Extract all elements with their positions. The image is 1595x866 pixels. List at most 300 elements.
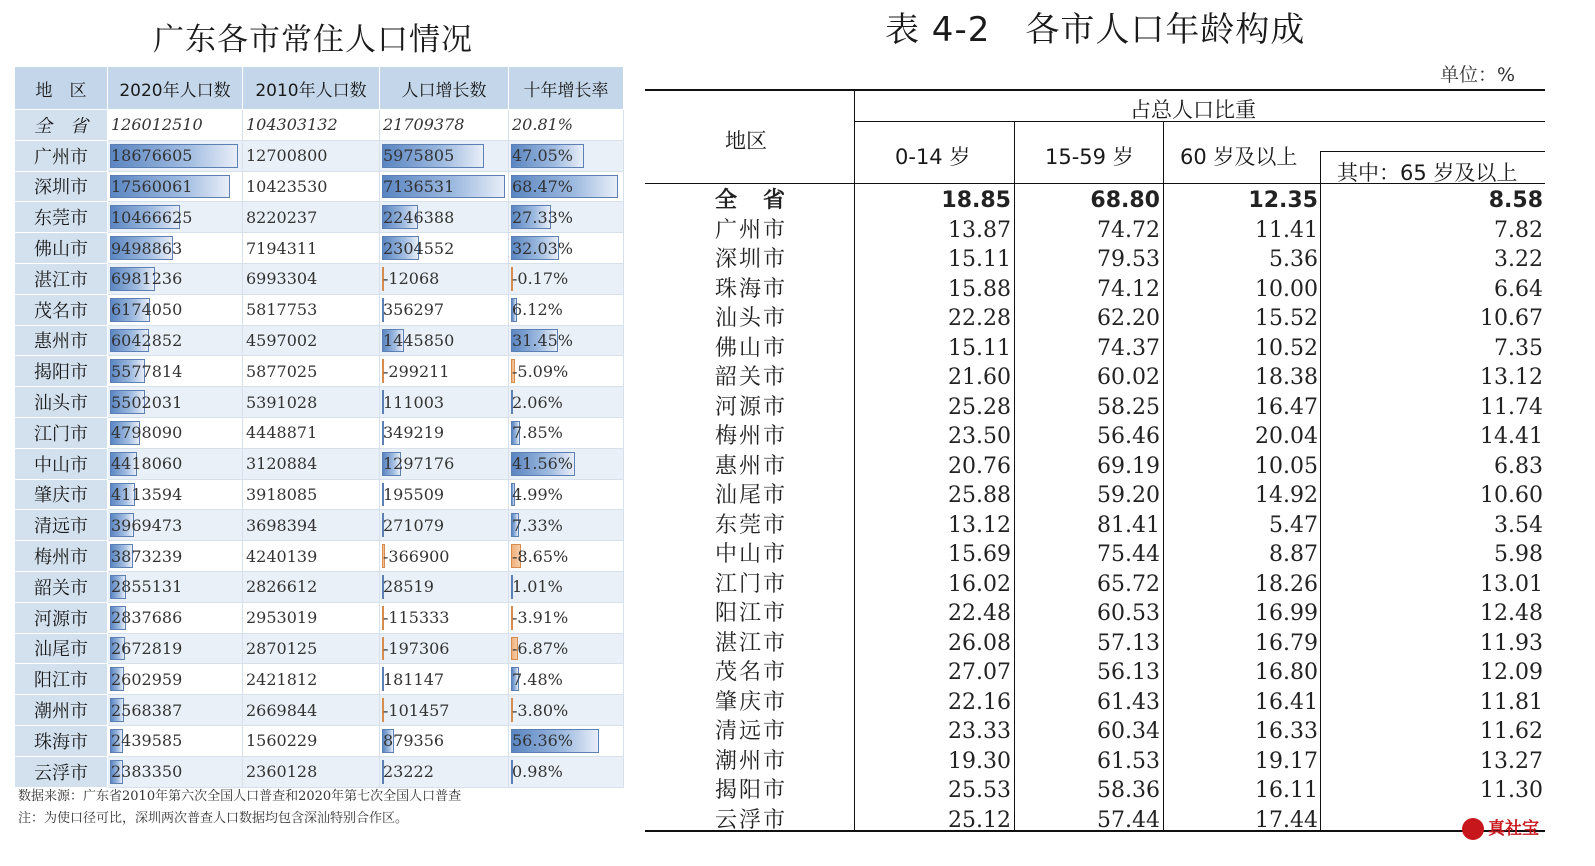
cell-value: 11.93 (1480, 630, 1543, 656)
age-table-unit: 单位：% (1440, 64, 1516, 86)
cell-value: 2304552 (383, 238, 455, 258)
cell-pop2010 (243, 387, 380, 418)
cell-pop2010 (243, 110, 380, 141)
row-region: 全 省 (15, 110, 108, 141)
cell-value: 12.09 (1480, 660, 1543, 685)
cell-value: 13.12 (1480, 365, 1543, 390)
cell-pop2020 (108, 510, 243, 541)
cell-value: -3.91% (512, 608, 569, 628)
cell-rate (509, 263, 624, 294)
cell-value: -101457 (383, 700, 450, 720)
header-group: 占总人口比重 (1130, 98, 1256, 122)
cell-pop2020 (108, 294, 243, 325)
cell-value: 23.50 (948, 424, 1011, 449)
age-table-title: 表 4-2 各市人口年龄构成 (885, 10, 1306, 50)
row-region: 佛山市 (715, 335, 788, 361)
cell-pop2020 (108, 448, 243, 479)
cell-growth (380, 571, 509, 602)
cell-rate (509, 602, 624, 633)
cell-value: 2837686 (111, 608, 183, 628)
cell-value: 10423530 (246, 176, 328, 196)
age-table-row (645, 216, 1545, 246)
age-table-row (645, 629, 1545, 659)
cell-pop2020 (108, 633, 243, 664)
age-table-row (645, 334, 1545, 364)
cell-value: 16.02 (948, 571, 1011, 597)
row-region: 东莞市 (15, 202, 108, 233)
cell-value: 16.33 (1255, 719, 1318, 744)
cell-value: 23222 (383, 762, 434, 782)
population-table-row (15, 356, 624, 387)
cell-growth (380, 263, 509, 294)
cell-rate (509, 633, 624, 664)
cell-value: 14.92 (1255, 483, 1318, 508)
cell-value: 60.02 (1097, 365, 1160, 390)
cell-growth (380, 541, 509, 572)
cell-value: 18676605 (111, 146, 193, 166)
cell-value: 104303132 (246, 115, 338, 135)
cell-value: 21.60 (948, 365, 1011, 390)
cell-value: 19.17 (1255, 748, 1318, 774)
header-growth: 人口增长数 (380, 67, 509, 110)
cell-value: 20.81% (512, 115, 574, 135)
age-table-row (645, 304, 1545, 334)
row-region: 茂名市 (15, 294, 108, 325)
cell-value: 4798090 (111, 423, 183, 443)
cell-value: 15.52 (1255, 306, 1318, 331)
cell-value: 1297176 (383, 454, 455, 474)
row-region: 深圳市 (15, 171, 108, 202)
cell-value: 2421812 (246, 669, 318, 689)
population-table-row (15, 695, 624, 726)
cell-value: 8220237 (246, 207, 318, 227)
cell-value: 17.44 (1255, 807, 1318, 833)
cell-growth (380, 171, 509, 202)
watermark-logo (1462, 814, 1539, 840)
row-region: 云浮市 (715, 807, 788, 833)
cell-value: -8.65% (512, 546, 569, 566)
cell-value: 7194311 (246, 238, 318, 258)
cell-pop2020 (108, 325, 243, 356)
cell-pop2020 (108, 479, 243, 510)
cell-value: -299211 (383, 361, 450, 381)
cell-value: 1.01% (512, 577, 563, 597)
row-region: 全 省 (715, 188, 788, 213)
cell-pop2010 (243, 756, 380, 787)
population-table-row (15, 510, 624, 541)
age-table-row (645, 688, 1545, 718)
left-notes (18, 786, 461, 830)
cell-value: 23.33 (948, 719, 1011, 744)
row-region: 江门市 (715, 571, 788, 597)
cell-value: 20.04 (1255, 424, 1318, 449)
row-region: 潮州市 (15, 695, 108, 726)
cell-value: 2602959 (111, 669, 183, 689)
cell-pop2020 (108, 602, 243, 633)
cell-value: 11.41 (1255, 217, 1318, 243)
cell-growth (380, 756, 509, 787)
population-table-row (15, 233, 624, 264)
cell-growth (380, 417, 509, 448)
cell-value: 25.88 (948, 483, 1011, 508)
cell-value: 4418060 (111, 454, 183, 474)
population-table-row (15, 417, 624, 448)
cell-value: 11.81 (1480, 689, 1543, 715)
cell-rate (509, 664, 624, 695)
age-table-row (645, 481, 1545, 511)
row-region: 深圳市 (715, 247, 788, 272)
cell-value: 9498863 (111, 238, 183, 258)
cell-value: -197306 (383, 638, 450, 658)
cell-value: 13.87 (948, 217, 1011, 243)
cell-growth (380, 602, 509, 633)
cell-value: 31.45% (512, 330, 574, 350)
cell-value: 18.85 (941, 188, 1011, 213)
row-region: 湛江市 (15, 263, 108, 294)
cell-rate (509, 202, 624, 233)
cell-pop2020 (108, 571, 243, 602)
cell-value: 181147 (383, 669, 445, 689)
cell-value: 2568387 (111, 700, 183, 720)
row-region: 肇庆市 (715, 689, 788, 715)
cell-value: 2669844 (246, 700, 318, 720)
cell-value: 56.13 (1097, 660, 1160, 685)
cell-value: 879356 (383, 731, 445, 751)
row-region: 惠州市 (15, 325, 108, 356)
cell-value: 56.36% (512, 731, 574, 751)
cell-growth (380, 202, 509, 233)
cell-value: -5.09% (512, 361, 569, 381)
cell-value: 3969473 (111, 515, 183, 535)
cell-value: 2439585 (111, 731, 183, 751)
cell-value: 5577814 (111, 361, 183, 381)
row-region: 阳江市 (15, 664, 108, 695)
row-region: 梅州市 (715, 424, 788, 449)
cell-value: 15.11 (948, 335, 1011, 361)
cell-value: 8.87 (1269, 542, 1318, 567)
cell-value: 17560061 (111, 176, 193, 196)
cell-value: 3.22 (1494, 247, 1543, 272)
cell-value: 5.98 (1494, 542, 1543, 567)
cell-value: 2.06% (512, 392, 563, 412)
cell-value: 7.33% (512, 515, 563, 535)
cell-value: -366900 (383, 546, 450, 566)
cell-pop2020 (108, 233, 243, 264)
population-table-row (15, 571, 624, 602)
age-table-row (645, 393, 1545, 423)
header-age-15-59: 15-59 岁 (1045, 145, 1134, 169)
cell-value: 2672819 (111, 638, 183, 658)
cell-value: 28519 (383, 577, 434, 597)
top-rule (645, 89, 1545, 91)
watermark-icon (1462, 818, 1484, 840)
cell-value: 12700800 (246, 146, 328, 166)
cell-value: 60.53 (1097, 601, 1160, 626)
row-region: 汕尾市 (15, 633, 108, 664)
cell-pop2010 (243, 294, 380, 325)
row-region: 汕头市 (15, 387, 108, 418)
cell-value: 18.38 (1255, 365, 1318, 390)
age-table-row (645, 658, 1545, 688)
cell-value: 3120884 (246, 454, 318, 474)
cell-value: 56.46 (1097, 424, 1160, 449)
cell-rate (509, 140, 624, 171)
cell-value: 15.69 (948, 542, 1011, 567)
cell-value: 6.83 (1494, 453, 1543, 479)
cell-pop2020 (108, 664, 243, 695)
cell-value: 68.80 (1090, 188, 1160, 213)
cell-rate (509, 725, 624, 756)
cell-value: 6174050 (111, 300, 183, 320)
population-table-row (15, 725, 624, 756)
cell-value: 10.52 (1255, 335, 1318, 361)
watermark-text: 真社宝 (1488, 819, 1539, 839)
row-region: 广州市 (15, 140, 108, 171)
cell-pop2020 (108, 541, 243, 572)
cell-rate (509, 479, 624, 510)
cell-growth (380, 356, 509, 387)
cell-value: 32.03% (512, 238, 574, 258)
cell-pop2020 (108, 140, 243, 171)
cell-pop2010 (243, 510, 380, 541)
cell-value: 47.05% (512, 146, 574, 166)
cell-value: 10.67 (1480, 306, 1543, 331)
age-table-row (645, 422, 1545, 452)
cell-pop2020 (108, 756, 243, 787)
row-region: 梅州市 (15, 541, 108, 572)
cell-value: 126012510 (111, 115, 203, 135)
footnote: 注：为使口径可比，深圳两次普查人口数据均包含深汕特别合作区。 (18, 811, 409, 826)
cell-pop2010 (243, 602, 380, 633)
population-table-header (15, 67, 624, 110)
cell-pop2010 (243, 695, 380, 726)
population-table-row (15, 325, 624, 356)
cell-pop2010 (243, 541, 380, 572)
row-region: 中山市 (15, 448, 108, 479)
cell-pop2010 (243, 448, 380, 479)
cell-value: 11.30 (1480, 778, 1543, 803)
age-table-row (645, 717, 1545, 747)
cell-growth (380, 233, 509, 264)
cell-value: 7.85% (512, 423, 563, 443)
cell-value: 1445850 (383, 330, 455, 350)
cell-value: 18.26 (1255, 571, 1318, 597)
row-region: 汕头市 (715, 306, 788, 331)
cell-value: 12.48 (1480, 601, 1543, 626)
header-pop2010: 2010年人口数 (243, 67, 380, 110)
population-table-row (15, 140, 624, 171)
cell-value: 5.36 (1269, 247, 1318, 272)
age-table-row (645, 806, 1545, 836)
row-region: 河源市 (715, 394, 788, 420)
cell-value: 6.12% (512, 300, 563, 320)
cell-value: 6981236 (111, 269, 183, 289)
age-table-row (645, 363, 1545, 393)
cell-pop2020 (108, 356, 243, 387)
cell-value: 81.41 (1097, 512, 1160, 538)
cell-rate (509, 417, 624, 448)
cell-value: 7136531 (383, 176, 455, 196)
row-region: 中山市 (715, 542, 788, 567)
population-table-row (15, 541, 624, 572)
age-table-row (645, 511, 1545, 541)
cell-value: 4.99% (512, 484, 563, 504)
cell-value: -6.87% (512, 638, 569, 658)
row-region: 清远市 (15, 510, 108, 541)
row-region: 汕尾市 (715, 483, 788, 508)
cell-pop2020 (108, 171, 243, 202)
cell-rate (509, 756, 624, 787)
header-pop2020: 2020年人口数 (108, 67, 243, 110)
cell-value: 6042852 (111, 330, 183, 350)
population-table-row (15, 171, 624, 202)
cell-value: 1560229 (246, 731, 318, 751)
cell-value: 25.53 (948, 778, 1011, 803)
cell-value: 65.72 (1097, 571, 1160, 597)
cell-value: 58.25 (1097, 394, 1160, 420)
cell-value: 41.56% (512, 454, 574, 474)
cell-value: 5877025 (246, 361, 318, 381)
cell-value: 61.53 (1097, 748, 1160, 774)
row-region: 潮州市 (715, 748, 788, 774)
row-region: 阳江市 (715, 601, 788, 626)
age-table-row (645, 776, 1545, 806)
cell-growth (380, 448, 509, 479)
cell-growth (380, 325, 509, 356)
row-region: 肇庆市 (15, 479, 108, 510)
row-region: 韶关市 (15, 571, 108, 602)
cell-pop2010 (243, 479, 380, 510)
row-region: 河源市 (15, 602, 108, 633)
population-table-row (15, 202, 624, 233)
cell-value: 61.43 (1097, 689, 1160, 715)
cell-value: 79.53 (1097, 247, 1160, 272)
row-region: 珠海市 (15, 725, 108, 756)
cell-value: 74.12 (1097, 276, 1160, 302)
cell-rate (509, 448, 624, 479)
cell-pop2010 (243, 356, 380, 387)
cell-value: 3.54 (1494, 512, 1543, 538)
population-table-row (15, 263, 624, 294)
cell-value: 58.36 (1097, 778, 1160, 803)
cell-value: 20.76 (948, 453, 1011, 479)
age-table-row (645, 245, 1545, 275)
cell-value: 60.34 (1097, 719, 1160, 744)
cell-value: 5975805 (383, 146, 455, 166)
cell-value: 3698394 (246, 515, 318, 535)
cell-pop2010 (243, 263, 380, 294)
cell-growth (380, 695, 509, 726)
row-region: 云浮市 (15, 756, 108, 787)
cell-value: 14.41 (1480, 424, 1543, 449)
population-table-row (15, 756, 624, 787)
cell-value: 271079 (383, 515, 445, 535)
cell-value: 75.44 (1097, 542, 1160, 567)
cell-value: 25.12 (948, 807, 1011, 833)
header-region: 地区 (725, 129, 767, 153)
cell-value: 7.82 (1494, 217, 1543, 243)
cell-value: 74.72 (1097, 217, 1160, 243)
cell-value: 11.62 (1480, 719, 1543, 744)
row-region: 佛山市 (15, 233, 108, 264)
header-age-0-14: 0-14 岁 (895, 145, 971, 169)
row-region: 韶关市 (715, 365, 788, 390)
cell-value: 13.27 (1480, 748, 1543, 774)
population-table-row (15, 110, 624, 141)
cell-growth (380, 725, 509, 756)
cell-value: 22.48 (948, 601, 1011, 626)
row-region: 揭阳市 (715, 778, 788, 803)
cell-value: 8.58 (1488, 188, 1543, 213)
cell-pop2010 (243, 202, 380, 233)
age-table-row (645, 599, 1545, 629)
cell-pop2010 (243, 140, 380, 171)
header-region: 地 区 (15, 67, 108, 110)
cell-pop2010 (243, 325, 380, 356)
cell-value: 16.99 (1255, 601, 1318, 626)
cell-value: 27.33% (512, 207, 574, 227)
row-region: 东莞市 (715, 512, 788, 538)
cell-value: 69.19 (1097, 453, 1160, 479)
age-table-row (645, 570, 1545, 600)
cell-value: 4240139 (246, 546, 318, 566)
cell-value: 4597002 (246, 330, 318, 350)
cell-value: 16.80 (1255, 660, 1318, 685)
row-region: 惠州市 (715, 453, 788, 479)
cell-rate (509, 325, 624, 356)
age-table-row (645, 452, 1545, 482)
cell-value: 5502031 (111, 392, 183, 412)
cell-value: -12068 (383, 269, 440, 289)
population-table (14, 66, 624, 788)
cell-value: 59.20 (1097, 483, 1160, 508)
row-region: 珠海市 (715, 276, 788, 302)
sub-rule (1321, 151, 1545, 152)
cell-value: 5817753 (246, 300, 318, 320)
age-table-row (645, 275, 1545, 305)
cell-value: 12.35 (1248, 188, 1318, 213)
header-age-65-plus: 其中：65 岁及以上 (1337, 161, 1518, 185)
cell-value: 27.07 (948, 660, 1011, 685)
cell-value: 195509 (383, 484, 445, 504)
cell-value: 356297 (383, 300, 445, 320)
cell-value: 4113594 (111, 484, 183, 504)
cell-pop2020 (108, 695, 243, 726)
cell-pop2020 (108, 110, 243, 141)
cell-growth (380, 110, 509, 141)
cell-rate (509, 510, 624, 541)
cell-rate (509, 171, 624, 202)
cell-value: 15.11 (948, 247, 1011, 272)
cell-value: 74.37 (1097, 335, 1160, 361)
source-note: 数据来源：广东省2010年第六次全国人口普查和2020年第七次全国人口普查 (18, 789, 462, 804)
age-table-row (645, 747, 1545, 777)
cell-value: 2383350 (111, 762, 183, 782)
cell-value: 2870125 (246, 638, 318, 658)
cell-value: 68.47% (512, 176, 574, 196)
cell-value: 2953019 (246, 608, 318, 628)
cell-value: 22.16 (948, 689, 1011, 715)
cell-value: 111003 (383, 392, 445, 412)
cell-pop2010 (243, 571, 380, 602)
age-table (645, 89, 1545, 832)
cell-value: 57.44 (1097, 807, 1160, 833)
row-region: 湛江市 (715, 630, 788, 656)
cell-value: 62.20 (1097, 306, 1160, 331)
cell-growth (380, 633, 509, 664)
cell-pop2010 (243, 171, 380, 202)
cell-value: 22.28 (948, 306, 1011, 331)
